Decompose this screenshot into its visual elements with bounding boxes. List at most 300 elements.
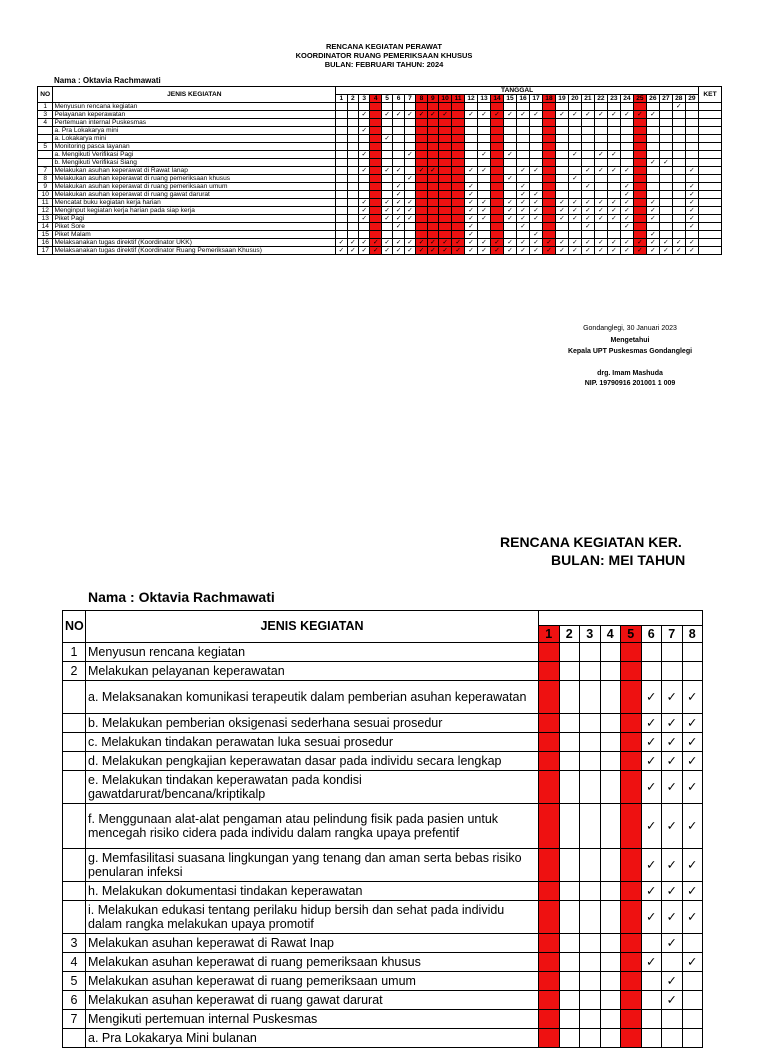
day-cell: ✓ (359, 167, 370, 175)
day-cell: ✓ (393, 215, 404, 223)
row-activity: Menginput kegiatan kerja harian pada siap kerja (53, 207, 336, 215)
day-cell: ✓ (465, 199, 478, 207)
row-number: 9 (38, 183, 53, 191)
day-cell (580, 882, 601, 901)
day-cell: ✓ (530, 199, 543, 207)
sign-role: Kepala UPT Puskesmas Gondanglegi (567, 348, 693, 355)
day-cell: ✓ (530, 239, 543, 247)
day-cell: ✓ (662, 972, 683, 991)
day-cell: ✓ (416, 111, 427, 119)
day-header: 1 (539, 626, 560, 643)
day-cell: ✓ (465, 111, 478, 119)
row-activity: c. Melakukan tindakan perawatan luka sesuai prosedur (86, 733, 539, 752)
day-cell (539, 1029, 560, 1048)
day-cell: ✓ (620, 111, 633, 119)
row-number: 5 (63, 972, 86, 991)
day-cell (621, 662, 642, 681)
day-cell: ✓ (646, 159, 659, 167)
day-cell: ✓ (517, 223, 530, 231)
day-header: 11 (452, 95, 465, 103)
day-cell (621, 1010, 642, 1029)
day-cell: ✓ (491, 239, 504, 247)
day-cell (559, 953, 580, 972)
table-row (63, 643, 703, 662)
day-cell: ✓ (662, 882, 683, 901)
day-cell: ✓ (607, 111, 620, 119)
day-cell (682, 1029, 703, 1048)
table-row (63, 882, 703, 901)
day-cell: ✓ (478, 239, 491, 247)
ket-cell (699, 223, 722, 231)
day-cell: ✓ (465, 207, 478, 215)
day-cell (641, 934, 662, 953)
day-cell (559, 849, 580, 882)
row-number (63, 1029, 86, 1048)
day-cell: ✓ (581, 239, 594, 247)
row-activity: a. Lokakarya mini (53, 135, 336, 143)
day-cell (600, 1010, 621, 1029)
day-header: 23 (607, 95, 620, 103)
day-cell (559, 901, 580, 934)
row-activity: Melakukan asuhan keperawat di ruang gawat darurat (86, 991, 539, 1010)
day-cell: ✓ (404, 111, 415, 119)
day-cell (559, 662, 580, 681)
day-cell: ✓ (641, 882, 662, 901)
ket-cell (699, 191, 722, 199)
day-cell: ✓ (416, 167, 427, 175)
day-cell (641, 991, 662, 1010)
day-cell (600, 953, 621, 972)
day-cell: ✓ (517, 215, 530, 223)
day-cell: ✓ (685, 239, 698, 247)
day-cell (621, 901, 642, 934)
day-cell: ✓ (393, 207, 404, 215)
row-number (63, 752, 86, 771)
table-row (63, 1029, 703, 1048)
day-cell (600, 804, 621, 849)
day-cell: ✓ (620, 207, 633, 215)
day-cell: ✓ (646, 111, 659, 119)
row-number: 13 (38, 215, 53, 223)
row-activity: Melakukan asuhan keperawat di ruang pemeriksaan khusus (53, 175, 336, 183)
row-number: 15 (38, 231, 53, 239)
day-cell: ✓ (347, 247, 358, 255)
day-cell: ✓ (662, 901, 683, 934)
day-cell: ✓ (504, 215, 517, 223)
day-cell (539, 771, 560, 804)
row-number: 4 (63, 953, 86, 972)
day-cell: ✓ (530, 111, 543, 119)
day-cell (621, 934, 642, 953)
day-cell (580, 681, 601, 714)
day-cell: ✓ (568, 199, 581, 207)
day-cell: ✓ (641, 771, 662, 804)
ket-cell (699, 183, 722, 191)
table-row (63, 934, 703, 953)
day-cell: ✓ (370, 239, 381, 247)
day-cell: ✓ (393, 183, 404, 191)
doc1-title: RENCANA KEGIATAN PERAWAT (326, 42, 442, 51)
row-activity: Piket Pagi (53, 215, 336, 223)
day-cell (621, 1029, 642, 1048)
day-cell (539, 804, 560, 849)
table-row (63, 681, 703, 714)
day-cell: ✓ (672, 103, 685, 111)
day-cell (580, 991, 601, 1010)
day-header: 21 (581, 95, 594, 103)
day-cell (559, 1010, 580, 1029)
day-header: 18 (542, 95, 555, 103)
day-header: 8 (416, 95, 427, 103)
col-no-header: NO (63, 611, 86, 643)
doc1-month: BULAN: FEBRUARI TAHUN: 2024 (324, 60, 444, 69)
day-cell (682, 972, 703, 991)
day-cell: ✓ (381, 199, 392, 207)
day-cell (621, 733, 642, 752)
table-row (63, 733, 703, 752)
row-activity: Melakukan asuhan keperawat di Rawat Inap (86, 934, 539, 953)
day-cell: ✓ (641, 849, 662, 882)
day-cell: ✓ (594, 167, 607, 175)
day-cell (580, 752, 601, 771)
day-header: 13 (478, 95, 491, 103)
ket-cell (699, 159, 722, 167)
day-cell: ✓ (530, 247, 543, 255)
row-activity: Mengikuti pertemuan internal Puskesmas (86, 1010, 539, 1029)
row-activity: Melakukan asuhan keperawat di ruang gawat darurat (53, 191, 336, 199)
day-cell (641, 662, 662, 681)
row-number (63, 804, 86, 849)
day-cell: ✓ (439, 111, 452, 119)
day-cell: ✓ (659, 159, 672, 167)
row-activity: Piket Sore (53, 223, 336, 231)
day-cell: ✓ (504, 175, 517, 183)
day-cell: ✓ (581, 223, 594, 231)
day-cell: ✓ (427, 167, 438, 175)
ket-cell (699, 143, 722, 151)
day-cell: ✓ (607, 167, 620, 175)
table-row (63, 1010, 703, 1029)
day-header: 26 (646, 95, 659, 103)
row-activity: Melaksanakan tugas direktif (Koordinator UKK) (53, 239, 336, 247)
day-header: 9 (427, 95, 438, 103)
day-cell (600, 972, 621, 991)
day-cell: ✓ (672, 239, 685, 247)
day-header: 7 (404, 95, 415, 103)
row-number (63, 882, 86, 901)
day-cell: ✓ (555, 199, 568, 207)
row-number (63, 901, 86, 934)
day-cell: ✓ (555, 215, 568, 223)
day-cell: ✓ (581, 111, 594, 119)
day-cell: ✓ (359, 111, 370, 119)
day-cell: ✓ (404, 207, 415, 215)
col-ket-header: KET (699, 87, 722, 103)
row-number: 5 (38, 143, 53, 151)
day-cell (641, 643, 662, 662)
day-header: 2 (559, 626, 580, 643)
day-cell: ✓ (594, 151, 607, 159)
day-cell: ✓ (607, 151, 620, 159)
day-cell (621, 771, 642, 804)
doc1-name-label: Nama : Oktavia Rachmawati (54, 76, 161, 85)
day-cell: ✓ (581, 215, 594, 223)
col-activity-header: JENIS KEGIATAN (86, 611, 539, 643)
day-header: 5 (621, 626, 642, 643)
day-cell (682, 662, 703, 681)
day-cell: ✓ (478, 167, 491, 175)
day-cell (559, 1029, 580, 1048)
day-header: 10 (439, 95, 452, 103)
day-cell: ✓ (633, 239, 646, 247)
row-activity: a. Pra Lokakarya mini (53, 127, 336, 135)
row-number (63, 733, 86, 752)
day-cell (580, 733, 601, 752)
day-cell (580, 849, 601, 882)
day-cell: ✓ (581, 167, 594, 175)
day-cell (539, 849, 560, 882)
day-cell: ✓ (452, 247, 465, 255)
day-header: 7 (662, 626, 683, 643)
day-cell (662, 643, 683, 662)
day-header: 27 (659, 95, 672, 103)
day-cell (539, 643, 560, 662)
day-cell: ✓ (491, 247, 504, 255)
day-cell (600, 733, 621, 752)
day-cell: ✓ (594, 215, 607, 223)
day-header: 29 (685, 95, 698, 103)
day-cell: ✓ (359, 247, 370, 255)
day-cell: ✓ (393, 239, 404, 247)
day-header: 22 (594, 95, 607, 103)
day-cell (580, 771, 601, 804)
day-cell (539, 662, 560, 681)
day-cell: ✓ (646, 207, 659, 215)
row-number (63, 714, 86, 733)
day-cell: ✓ (685, 191, 698, 199)
day-header: 1 (336, 95, 347, 103)
day-cell: ✓ (393, 167, 404, 175)
day-cell (539, 752, 560, 771)
day-cell (600, 771, 621, 804)
day-cell: ✓ (381, 167, 392, 175)
day-cell (580, 953, 601, 972)
day-cell (580, 714, 601, 733)
col-date-group-header (539, 611, 703, 626)
day-cell: ✓ (427, 247, 438, 255)
day-cell: ✓ (465, 215, 478, 223)
day-cell: ✓ (517, 111, 530, 119)
row-activity: Monitoring pasca layanan (53, 143, 336, 151)
day-cell: ✓ (404, 199, 415, 207)
row-number: 6 (63, 991, 86, 1010)
ket-cell (699, 199, 722, 207)
day-cell (539, 882, 560, 901)
day-cell (682, 991, 703, 1010)
row-number: 12 (38, 207, 53, 215)
day-cell: ✓ (504, 247, 517, 255)
day-cell: ✓ (517, 183, 530, 191)
day-header: 4 (370, 95, 381, 103)
day-header: 8 (682, 626, 703, 643)
row-number: 16 (38, 239, 53, 247)
day-cell: ✓ (427, 239, 438, 247)
day-cell (580, 972, 601, 991)
day-cell (641, 1010, 662, 1029)
day-cell: ✓ (465, 247, 478, 255)
day-cell (580, 1029, 601, 1048)
day-cell: ✓ (581, 247, 594, 255)
day-cell: ✓ (404, 247, 415, 255)
day-cell (682, 1010, 703, 1029)
day-cell (600, 681, 621, 714)
day-cell (621, 714, 642, 733)
day-cell (580, 934, 601, 953)
day-cell (600, 934, 621, 953)
day-cell: ✓ (530, 191, 543, 199)
day-cell: ✓ (633, 111, 646, 119)
day-cell: ✓ (478, 215, 491, 223)
day-cell: ✓ (620, 223, 633, 231)
row-activity: g. Memfasilitasi suasana lingkungan yang tenang dan aman serta bebas risiko penularan infeksi (86, 849, 539, 882)
doc2-name-label: Nama : Oktavia Rachmawati (88, 589, 275, 605)
table-row (63, 662, 703, 681)
row-activity: f. Menggunaan alat-alat pengaman atau pelindung fisik pada pasien untuk mencegah risiko cidera pada individu dalam rangka upaya prefentif (86, 804, 539, 849)
day-cell: ✓ (416, 239, 427, 247)
day-cell (600, 752, 621, 771)
day-cell: ✓ (542, 247, 555, 255)
day-header: 6 (641, 626, 662, 643)
day-cell: ✓ (641, 953, 662, 972)
day-cell: ✓ (381, 215, 392, 223)
day-cell: ✓ (359, 127, 370, 135)
day-cell: ✓ (452, 239, 465, 247)
day-cell: ✓ (517, 207, 530, 215)
row-activity: Pelayanan keperawatan (53, 111, 336, 119)
day-cell: ✓ (581, 199, 594, 207)
day-cell: ✓ (439, 247, 452, 255)
col-date-group-header: TANGGAL (336, 87, 699, 95)
day-cell: ✓ (393, 223, 404, 231)
day-cell (580, 643, 601, 662)
day-cell: ✓ (607, 239, 620, 247)
day-cell: ✓ (478, 199, 491, 207)
day-cell: ✓ (662, 681, 683, 714)
day-cell: ✓ (682, 752, 703, 771)
ket-cell (699, 119, 722, 127)
day-cell: ✓ (607, 207, 620, 215)
day-cell: ✓ (685, 215, 698, 223)
day-cell: ✓ (662, 752, 683, 771)
day-cell: ✓ (646, 231, 659, 239)
day-cell: ✓ (336, 239, 347, 247)
day-cell: ✓ (594, 199, 607, 207)
doc2-activity-table (62, 610, 703, 1048)
day-cell (621, 643, 642, 662)
day-cell: ✓ (594, 111, 607, 119)
day-cell: ✓ (672, 247, 685, 255)
day-cell (621, 972, 642, 991)
day-header: 15 (504, 95, 517, 103)
row-activity: Mencatat buku kegiatan kerja harian (53, 199, 336, 207)
day-cell: ✓ (659, 239, 672, 247)
row-activity: Piket Malam (53, 231, 336, 239)
day-cell: ✓ (594, 207, 607, 215)
row-number (63, 849, 86, 882)
table-row (63, 901, 703, 934)
day-cell: ✓ (359, 207, 370, 215)
day-cell: ✓ (555, 247, 568, 255)
day-cell: ✓ (568, 247, 581, 255)
table-row (63, 991, 703, 1010)
row-number: 14 (38, 223, 53, 231)
day-cell (641, 1029, 662, 1048)
day-cell: ✓ (404, 215, 415, 223)
day-cell: ✓ (620, 167, 633, 175)
day-cell (662, 662, 683, 681)
day-cell: ✓ (685, 247, 698, 255)
ket-cell (699, 215, 722, 223)
row-number (63, 771, 86, 804)
row-activity: Melakukan asuhan keperawat di ruang pemeriksaan umum (86, 972, 539, 991)
day-cell: ✓ (682, 849, 703, 882)
day-cell: ✓ (641, 733, 662, 752)
day-cell: ✓ (641, 681, 662, 714)
day-cell: ✓ (381, 111, 392, 119)
doc1-subtitle: KOORDINATOR RUANG PEMERIKSAAN KHUSUS (295, 51, 473, 60)
day-cell (662, 1010, 683, 1029)
table-row (63, 714, 703, 733)
day-cell: ✓ (641, 752, 662, 771)
row-activity: a. Pra Lokakarya Mini bulanan (86, 1029, 539, 1048)
row-number: 1 (38, 103, 53, 111)
day-cell: ✓ (682, 714, 703, 733)
row-activity: b. Melakukan pemberian oksigenasi sederhana sesuai prosedur (86, 714, 539, 733)
day-cell: ✓ (662, 733, 683, 752)
day-cell (559, 733, 580, 752)
day-cell (600, 901, 621, 934)
day-cell (600, 714, 621, 733)
day-header: 12 (465, 95, 478, 103)
day-cell: ✓ (347, 239, 358, 247)
day-cell: ✓ (646, 199, 659, 207)
row-activity: b. Mengikuti Verifikasi Siang (53, 159, 336, 167)
day-cell (600, 643, 621, 662)
ket-cell (699, 207, 722, 215)
day-cell: ✓ (682, 953, 703, 972)
row-number: 17 (38, 247, 53, 255)
day-cell: ✓ (568, 151, 581, 159)
day-cell: ✓ (682, 882, 703, 901)
day-cell: ✓ (682, 681, 703, 714)
day-cell (621, 752, 642, 771)
day-header: 25 (633, 95, 646, 103)
day-cell: ✓ (517, 191, 530, 199)
day-cell: ✓ (607, 247, 620, 255)
day-cell: ✓ (381, 135, 392, 143)
day-header: 3 (359, 95, 370, 103)
day-cell (559, 882, 580, 901)
day-cell: ✓ (416, 247, 427, 255)
doc2-title: RENCANA KEGIATAN KER. (500, 534, 682, 550)
day-cell (621, 849, 642, 882)
day-cell (559, 972, 580, 991)
day-cell: ✓ (404, 175, 415, 183)
day-cell: ✓ (359, 215, 370, 223)
day-cell (559, 934, 580, 953)
day-cell: ✓ (542, 239, 555, 247)
day-cell: ✓ (517, 239, 530, 247)
